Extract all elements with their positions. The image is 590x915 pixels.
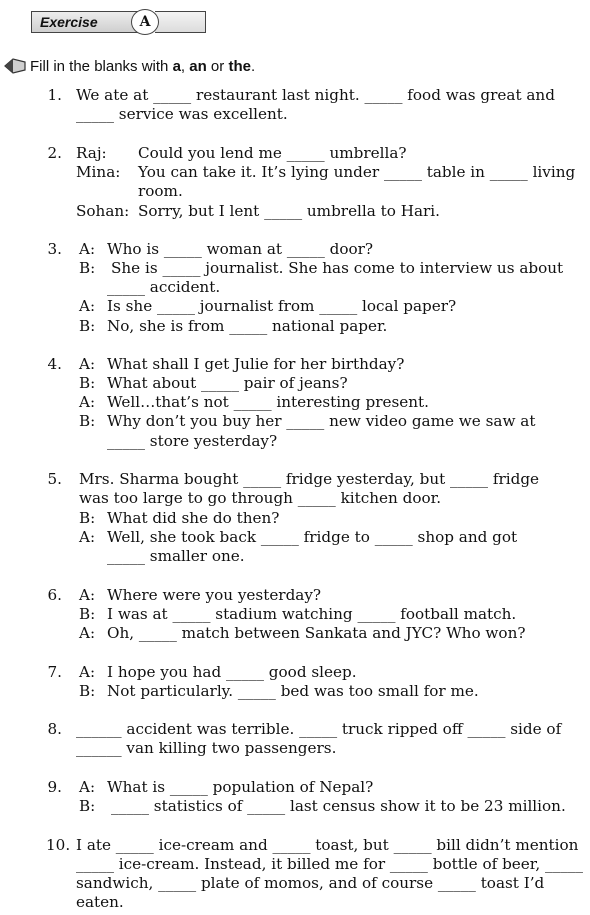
question-number: 5. [47,470,62,488]
question-line: ______ van killing two passengers. [76,739,337,757]
question-line: Could you lend me _____ umbrella? [138,144,407,162]
speaker-label: A: [79,586,96,604]
question-line: _____ ice-cream. Instead, it billed me for _____ bottle of beer, _____ [76,855,583,873]
question-line: We ate at _____ restaurant last night. _____ food was great and [76,86,555,104]
question-line: I ate _____ ice-cream and _____ toast, but _____ bill didn’t mention [76,836,579,854]
question-line: No, she is from _____ national paper. [107,317,388,335]
question-number: 8. [47,720,62,738]
question-line: Well, she took back _____ fridge to _____ shop and got [107,528,518,546]
question-line: ______ accident was terrible. _____ truck ripped off _____ side of [76,720,562,738]
speaker-label: B: [79,317,96,335]
question-line: What did she do then? [107,509,280,527]
question-line: _____ statistics of _____ last census show it to be 23 million. [111,797,566,815]
exercise-header [31,9,179,33]
question-line: What is _____ population of Nepal? [107,778,374,796]
speaker-label: B: [79,605,96,623]
exercise-label: Exercise [40,14,98,30]
speaker-label: A: [79,240,96,258]
question-number: 2. [47,144,62,162]
speaker-label: B: [79,509,96,527]
question-line: Oh, _____ match between Sankata and JYC? Who won? [107,624,526,642]
question-line: I was at _____ stadium watching _____ football match. [107,605,517,623]
question-line: Why don’t you buy her _____ new video game we saw at [107,412,536,430]
question-line: Where were you yesterday? [107,586,322,604]
question-line: was too large to go through _____ kitchen door. [79,489,442,507]
question-number: 7. [47,663,62,681]
speaker-label: A: [79,778,96,796]
question-line: Is she _____ journalist from _____ local paper? [107,297,457,315]
question-number: 1. [47,86,62,104]
question-line: Sorry, but I lent _____ umbrella to Hari. [138,202,440,220]
question-line: eaten. [76,893,124,911]
header-tab [155,11,206,33]
question-number: 4. [47,355,62,373]
question-line: Not particularly. _____ bed was too small for me. [107,682,479,700]
speaker-label: A: [79,528,96,546]
question-number: 6. [47,586,62,604]
header-box [31,11,143,33]
question-line: She is _____ journalist. She has come to interview us about [111,259,564,277]
question-line: You can take it. It’s lying under _____ table in _____ living [138,163,576,181]
speaker-label: Mina: [76,163,121,181]
question-line: Mrs. Sharma bought _____ fridge yesterday, but _____ fridge [79,470,540,488]
pencil-icon [4,58,26,74]
question-number: 3. [47,240,62,258]
question-number: 10. [46,836,71,854]
speaker-label: B: [79,412,96,430]
question-line: _____ service was excellent. [76,105,288,123]
speaker-label: B: [79,797,96,815]
speaker-label: A: [79,355,96,373]
speaker-label: A: [79,624,96,642]
question-number: 9. [47,778,62,796]
speaker-label: Raj: [76,144,107,162]
question-line: _____ store yesterday? [107,432,278,450]
question-line: _____ accident. [107,278,221,296]
question-line: Well…that’s not _____ interesting present. [107,393,429,411]
question-line: Who is _____ woman at _____ door? [107,240,374,258]
question-line: What shall I get Julie for her birthday? [107,355,405,373]
speaker-label: A: [79,663,96,681]
exercise-letter: A [131,9,159,35]
instruction-text: Fill in the blanks with a, an or the. [30,58,256,75]
speaker-label: Sohan: [76,202,130,220]
question-line: I hope you had _____ good sleep. [107,663,357,681]
speaker-label: A: [79,297,96,315]
speaker-label: B: [79,682,96,700]
speaker-label: B: [79,374,96,392]
question-line: What about _____ pair of jeans? [107,374,348,392]
question-line: room. [138,182,183,200]
speaker-label: B: [79,259,96,277]
speaker-label: A: [79,393,96,411]
question-line: sandwich, _____ plate of momos, and of course _____ toast I’d [76,874,545,892]
question-line: _____ smaller one. [107,547,245,565]
